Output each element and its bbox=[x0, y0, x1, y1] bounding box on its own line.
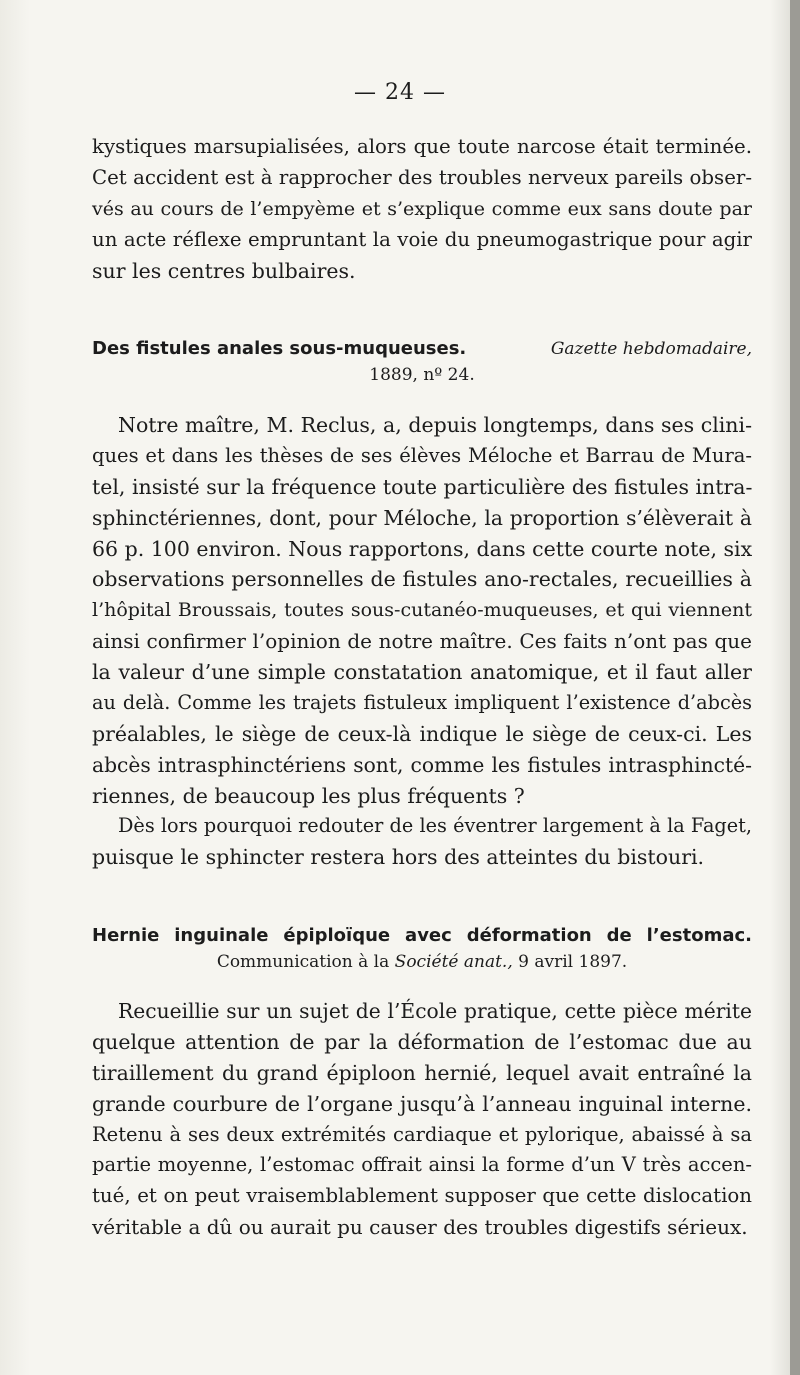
text-line: l’hôpital Broussais, toutes sous-cutanéo-muqueuses, et qui viennent bbox=[92, 599, 752, 622]
text-line: abcès intrasphinctériens sont, comme les fistules intrasphincté- bbox=[92, 752, 752, 777]
section-heading-hernie bbox=[92, 923, 752, 975]
text-line: puisque le sphincter restera hors des atteintes du bistouri. bbox=[92, 844, 705, 869]
text-line: tel, insisté sur la fréquence toute particulière des fistules intra- bbox=[92, 474, 753, 499]
paragraph-2 bbox=[92, 410, 752, 812]
paragraph-1 bbox=[92, 132, 752, 286]
text-line: quelque attention de par la déformation de l’estomac due au bbox=[92, 1029, 752, 1054]
text-line: observations personnelles de fistules ano-rectales, recueillies à bbox=[92, 567, 752, 592]
page-edge-shadow bbox=[790, 0, 800, 1375]
text-line: Dès lors pourquoi redouter de les éventrer largement à la Faget, bbox=[118, 814, 752, 837]
text-line: un acte réflexe empruntant la voie du pneumogastrique pour agir bbox=[92, 227, 752, 251]
communication-label: Communication à la bbox=[216, 952, 390, 972]
section-title: Des fistules anales sous-muqueuses. bbox=[92, 338, 467, 359]
text-line: Cet accident est à rapprocher des troubles nerveux pareils obser- bbox=[92, 165, 752, 189]
text-line: riennes, de beaucoup les plus fréquents ? bbox=[92, 783, 525, 808]
text-line: 66 p. 100 environ. Nous rapportons, dans cette courte note, six bbox=[92, 536, 753, 561]
society-name: Société anat., bbox=[394, 952, 513, 972]
journal-name: Gazette hebdomadaire, bbox=[550, 339, 752, 359]
text-line: tiraillement du grand épiploon hernié, lequel avait entraîné la bbox=[92, 1060, 752, 1085]
text-line: ainsi confirmer l’opinion de notre maître. Ces faits n’ont pas que bbox=[92, 629, 752, 654]
communication-date: 9 avril 1897. bbox=[518, 952, 628, 972]
text-line: ques et dans les thèses de ses élèves Méloche et Barrau de Mura- bbox=[92, 443, 752, 467]
text-line: préalables, le siège de ceux-là indique le siège de ceux-ci. Les bbox=[92, 721, 752, 746]
journal-issue: 1889, nº 24. bbox=[369, 365, 475, 385]
text-line: partie moyenne, l’estomac offrait ainsi la forme d’un V très accen- bbox=[92, 1153, 752, 1177]
text-line: au delà. Comme les trajets fistuleux impliquent l’existence d’abcès bbox=[92, 691, 752, 715]
paragraph-4 bbox=[92, 996, 752, 1243]
text-line: kystiques marsupialisées, alors que toute narcose était terminée. bbox=[92, 135, 752, 158]
paragraph-3 bbox=[92, 811, 752, 873]
section-title: Hernie inguinale épiploïque avec déformation de l’estomac. bbox=[92, 925, 752, 946]
section-heading-fistules bbox=[92, 336, 752, 388]
text-line: la valeur d’une simple constatation anatomique, et il faut aller bbox=[92, 660, 752, 685]
text-line: Notre maître, M. Reclus, a, depuis longtemps, dans ses clini- bbox=[118, 413, 752, 437]
text-line: sphinctériennes, dont, pour Méloche, la proportion s’élèverait à bbox=[92, 505, 752, 530]
text-line: grande courbure de l’organe jusqu’à l’anneau inguinal interne. bbox=[92, 1091, 752, 1116]
text-line: sur les centres bulbaires. bbox=[92, 258, 356, 283]
page-number: — 24 — bbox=[354, 80, 446, 105]
text-line: Recueillie sur un sujet de l’École pratique, cette pièce mérite bbox=[118, 999, 752, 1023]
text-line: vés au cours de l’empyème et s’explique comme eux sans doute par bbox=[92, 197, 752, 220]
communication-line bbox=[92, 949, 752, 975]
text-line: Retenu à ses deux extrémités cardiaque et pylorique, abaissé à sa bbox=[92, 1122, 752, 1146]
text-line: tué, et on peut vraisemblablement supposer que cette dislocation bbox=[92, 1184, 752, 1208]
text-line: véritable a dû ou aurait pu causer des troubles digestifs sérieux. bbox=[92, 1215, 748, 1240]
